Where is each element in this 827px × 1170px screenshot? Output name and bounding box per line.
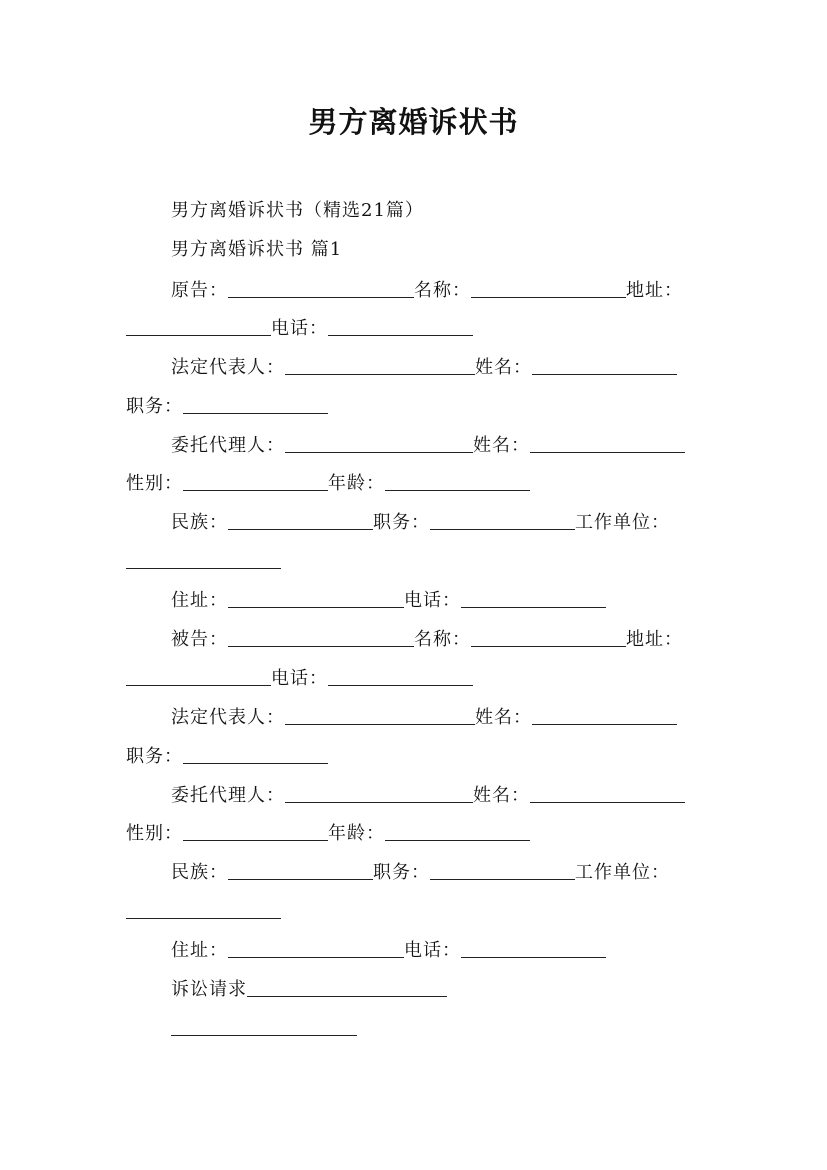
person-name-blank[interactable] <box>532 356 677 375</box>
def-agent-name-blank[interactable] <box>530 784 685 803</box>
defendant-blank[interactable] <box>228 628 414 647</box>
def-person-name-blank[interactable] <box>532 706 677 725</box>
phone-blank[interactable] <box>328 317 473 336</box>
age-label: 年龄： <box>328 473 385 494</box>
def-address-line <box>126 667 473 690</box>
claims-blank[interactable] <box>247 978 447 997</box>
age-blank[interactable] <box>385 472 530 491</box>
def-name-blank[interactable] <box>471 628 626 647</box>
def-phone-label: 电话： <box>271 668 328 689</box>
def-age-label: 年龄： <box>328 823 385 844</box>
def-agent-name-label: 姓名： <box>473 785 530 806</box>
def-agent-label: 委托代理人： <box>171 785 285 806</box>
def-agent-blank[interactable] <box>285 784 473 803</box>
def-phone-blank[interactable] <box>328 667 473 686</box>
def-position-line <box>126 745 328 768</box>
gender-age-line <box>126 472 530 495</box>
def-residence-line <box>171 939 606 962</box>
def-address-label: 地址： <box>626 629 683 650</box>
address-line <box>126 317 473 340</box>
def-workplace-blank[interactable] <box>126 900 281 919</box>
def-workplace-line <box>126 900 281 923</box>
agent-name-blank[interactable] <box>530 434 685 453</box>
def-legal-rep-label: 法定代表人： <box>171 707 285 728</box>
def-ethnicity-label: 民族： <box>171 862 228 883</box>
def-residence-phone-blank[interactable] <box>461 939 606 958</box>
person-name-label: 姓名： <box>475 357 532 378</box>
residence-label: 住址： <box>171 590 228 611</box>
legal-rep-label: 法定代表人： <box>171 357 285 378</box>
claims-continuation-line <box>171 1017 357 1040</box>
def-agent-position-label: 职务： <box>373 862 430 883</box>
agent-position-blank[interactable] <box>430 511 575 530</box>
def-gender-blank[interactable] <box>183 822 328 841</box>
ethnicity-label: 民族： <box>171 512 228 533</box>
workplace-label: 工作单位： <box>575 512 670 533</box>
plaintiff-label: 原告： <box>171 280 228 301</box>
agent-line <box>171 434 685 457</box>
claims-line <box>171 978 447 1001</box>
position-line <box>126 395 328 418</box>
address-blank[interactable] <box>126 317 271 336</box>
agent-name-label: 姓名： <box>473 435 530 456</box>
phone-label: 电话： <box>271 318 328 339</box>
intro-line: 男方离婚诉状书（精选21篇） <box>171 200 424 221</box>
plaintiff-blank[interactable] <box>228 279 414 298</box>
workplace-blank[interactable] <box>126 550 281 569</box>
ethnicity-blank[interactable] <box>228 511 373 530</box>
def-legal-rep-line <box>171 706 677 729</box>
def-age-blank[interactable] <box>385 822 530 841</box>
def-residence-phone-label: 电话： <box>404 940 461 961</box>
defendant-label: 被告： <box>171 629 228 650</box>
gender-label: 性别： <box>126 473 183 494</box>
residence-phone-blank[interactable] <box>461 589 606 608</box>
workplace-line <box>126 550 281 573</box>
agent-position-label: 职务： <box>373 512 430 533</box>
def-gender-label: 性别： <box>126 823 183 844</box>
def-workplace-label: 工作单位： <box>575 862 670 883</box>
def-ethnicity-blank[interactable] <box>228 861 373 880</box>
ethnicity-line <box>171 511 670 534</box>
def-residence-blank[interactable] <box>228 939 404 958</box>
residence-phone-label: 电话： <box>404 590 461 611</box>
address-label: 地址： <box>626 280 683 301</box>
legal-rep-line <box>171 356 677 379</box>
residence-blank[interactable] <box>228 589 404 608</box>
def-ethnicity-line <box>171 861 670 884</box>
section-heading: 男方离婚诉状书 篇1 <box>171 239 343 260</box>
claims-label: 诉讼请求 <box>171 979 247 1000</box>
def-agent-line <box>171 784 685 807</box>
name-label: 名称： <box>414 280 471 301</box>
agent-label: 委托代理人： <box>171 435 285 456</box>
def-residence-label: 住址： <box>171 940 228 961</box>
def-person-name-label: 姓名： <box>475 707 532 728</box>
def-agent-position-blank[interactable] <box>430 861 575 880</box>
def-address-blank[interactable] <box>126 667 271 686</box>
agent-blank[interactable] <box>285 434 473 453</box>
defendant-line <box>171 628 683 651</box>
def-legal-rep-blank[interactable] <box>285 706 475 725</box>
def-name-label: 名称： <box>414 629 471 650</box>
residence-line <box>171 589 606 612</box>
doc-title: 男方离婚诉状书 <box>308 105 519 139</box>
position-blank[interactable] <box>183 395 328 414</box>
gender-blank[interactable] <box>183 472 328 491</box>
position-label: 职务： <box>126 396 183 417</box>
legal-rep-blank[interactable] <box>285 356 475 375</box>
def-gender-age-line <box>126 822 530 845</box>
claims-continuation-blank[interactable] <box>171 1017 357 1036</box>
plaintiff-line <box>171 279 683 302</box>
name-blank[interactable] <box>471 279 626 298</box>
def-position-blank[interactable] <box>183 745 328 764</box>
def-position-label: 职务： <box>126 746 183 767</box>
